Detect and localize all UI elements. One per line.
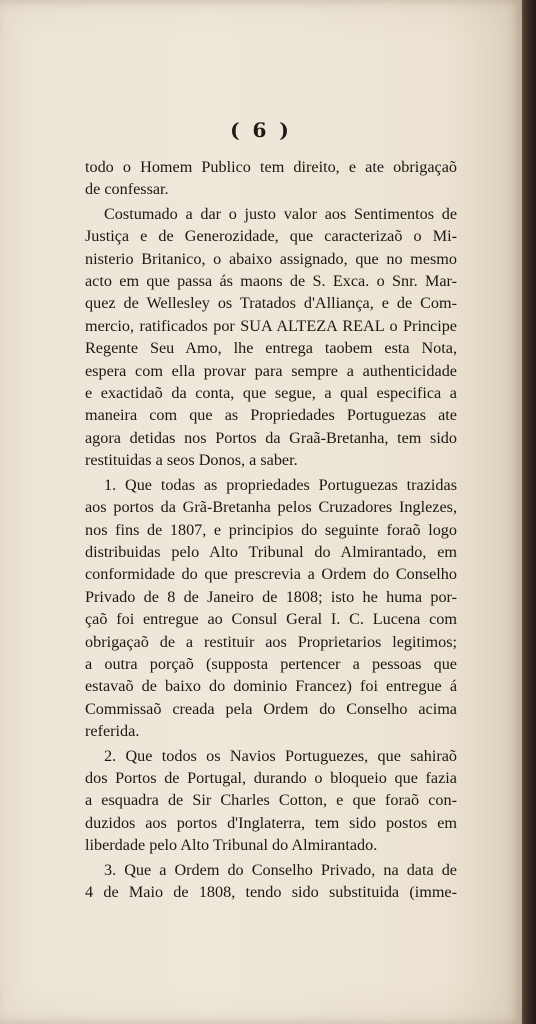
text-line: obrigaçaõ de a restituir aos Proprietarios legitimos; xyxy=(85,632,457,651)
text-line: Justiça e de Generozidade, que caracterizaõ o Mi- xyxy=(85,227,457,246)
text-line: nisterio Britanico, o abaixo assignado, que no mesmo xyxy=(85,249,457,268)
text-line: çaõ foi entregue ao Consul Geral I. C. Lucena com xyxy=(85,610,457,629)
body-text xyxy=(85,156,457,905)
text-line: restituidas a seos Donos, a saber. xyxy=(85,451,298,470)
text-line: a esquadra de Sir Charles Cotton, e que foraõ con- xyxy=(85,791,457,810)
text-line: e exactidaõ da conta, que segue, a qual especifica a xyxy=(85,384,457,403)
text-line: Costumado a dar o justo valor aos Sentimentos de xyxy=(104,204,457,223)
text-line: agora detidas nos Portos da Graã-Bretanha, tem sido xyxy=(85,428,457,447)
text-line: acto em que passa ás maons de S. Exca. o Snr. Mar- xyxy=(85,272,457,291)
text-line: referida. xyxy=(85,722,140,741)
page-number: ( 6 ) xyxy=(230,118,292,142)
text-line: nos fins de 1807, e principios do seguinte foraõ logo xyxy=(85,520,457,539)
text-line: aos portos da Grã-Bretanha pelos Cruzadores Inglezes, xyxy=(85,498,457,517)
text-line: mercio, ratificados por SUA ALTEZA REAL o Principe xyxy=(85,316,457,335)
text-line: maneira com que as Propriedades Portuguezas ate xyxy=(85,406,457,425)
paragraph xyxy=(85,745,457,857)
text-line: 4 de Maio de 1808, tendo sido substituida (imme- xyxy=(85,883,457,901)
text-line: de confessar. xyxy=(85,180,169,199)
paragraph xyxy=(85,859,457,904)
text-line: a outra porçaõ (supposta pertencer a pessoas que xyxy=(85,654,457,673)
text-line: 1. Que todas as propriedades Portuguezas trazidas xyxy=(104,475,457,494)
text-line: liberdade pelo Alto Tribunal do Almirantado. xyxy=(85,836,378,855)
paragraph xyxy=(85,474,457,743)
text-line: 2. Que todos os Navios Portuguezes, que sahiraõ xyxy=(104,746,457,765)
text-line: distribuidas pelo Alto Tribunal do Almirantado, em xyxy=(85,542,457,561)
paragraph xyxy=(85,203,457,472)
book-spine-edge xyxy=(522,0,536,1024)
text-line: estavaõ de baixo do dominio Francez) foi entregue á xyxy=(85,677,457,696)
text-line: Regente Seu Amo, lhe entrega taobem esta Nota, xyxy=(85,339,457,358)
text-line: todo o Homem Publico tem direito, e ate obrigaçaõ xyxy=(85,158,457,176)
text-line: Privado de 8 de Janeiro de 1808; isto he huma por- xyxy=(85,587,457,606)
text-line: Commissaõ creada pela Ordem do Conselho acima xyxy=(85,699,457,718)
text-line: dos Portos de Portugal, durando o bloqueio que fazia xyxy=(85,768,457,787)
text-line: 3. Que a Ordem do Conselho Privado, na data de xyxy=(104,860,457,879)
text-line: conformidade do que prescrevia a Ordem do Conselho xyxy=(85,565,457,584)
paragraph xyxy=(85,156,457,201)
text-line: quez de Wellesley os Tratados d'Alliança, e de Com- xyxy=(85,294,457,313)
text-line: duzidos aos portos d'Inglaterra, tem sido postos em xyxy=(85,813,457,832)
text-line: espera com ella provar para sempre a authenticidade xyxy=(85,361,457,380)
